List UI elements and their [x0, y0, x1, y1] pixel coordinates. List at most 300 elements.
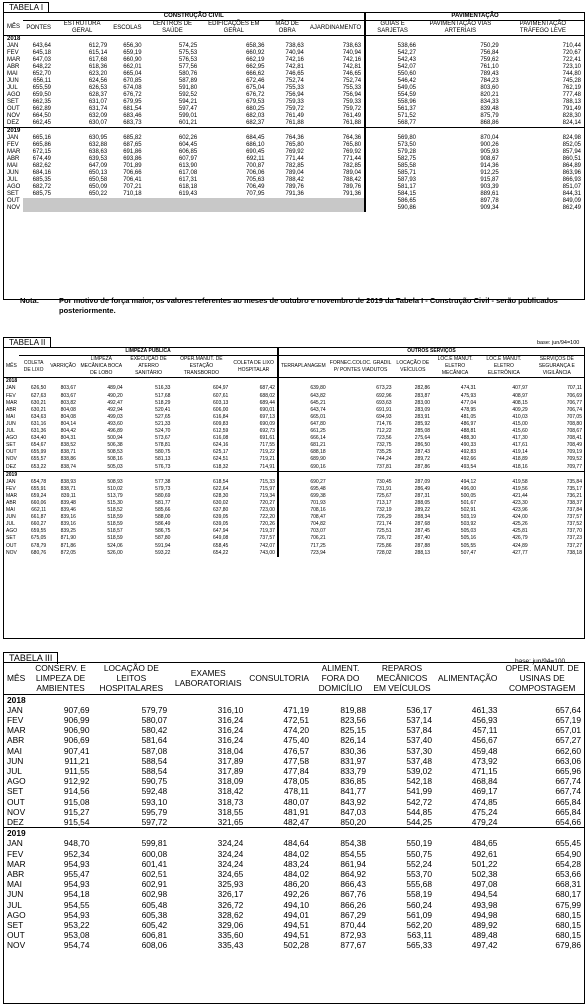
value-cell: 683,46	[123, 113, 142, 119]
value-cell: 700,87	[246, 163, 265, 169]
value-cell: 911,55	[64, 766, 90, 777]
month-cell: FEV	[6, 392, 16, 399]
table-row	[4, 149, 584, 156]
table-row	[4, 849, 584, 859]
value-cell: 915,27	[63, 806, 90, 817]
value-cell: 604,97	[213, 385, 229, 392]
value-cell: 703,07	[278, 528, 328, 535]
value-cell: 604,45	[178, 142, 198, 148]
month-cell: SET	[7, 191, 19, 197]
value-cell: 627,63	[30, 392, 47, 399]
value-cell: 709,52	[566, 456, 582, 463]
value-cell: 492,47	[107, 399, 123, 406]
value-cell: 419,56	[512, 485, 528, 492]
table-row	[4, 521, 584, 528]
value-cell: 745,28	[562, 78, 581, 84]
month-cell: ABR	[7, 735, 25, 746]
value-cell: 907,41	[63, 745, 90, 756]
value-cell: 550,75	[406, 848, 432, 859]
spacer-cell	[200, 36, 267, 44]
value-cell: 955,47	[63, 869, 90, 880]
value-cell: 639,05	[213, 521, 229, 528]
value-cell	[307, 205, 365, 212]
value-cell: 771,44	[342, 156, 362, 162]
value-cell	[200, 205, 267, 212]
table-1	[3, 12, 585, 300]
value-cell: 680,76	[30, 549, 47, 556]
value-cell: 672,46	[246, 78, 265, 84]
value-cell: 693,86	[123, 156, 142, 162]
value-cell: 691,86	[123, 149, 142, 155]
value-cell: 510,02	[107, 485, 123, 492]
value-cell: 868,86	[480, 120, 499, 126]
spacer-cell	[29, 694, 93, 705]
value-cell: 746,65	[285, 71, 304, 77]
value-cell: 645,18	[32, 50, 52, 56]
value-cell: 616,84	[213, 413, 229, 420]
spacer-cell	[278, 471, 328, 479]
value-cell: 687,42	[259, 385, 275, 392]
value-cell: 561,37	[365, 106, 419, 113]
value-cell: 602,98	[141, 889, 168, 900]
value-cell: 706,74	[566, 406, 582, 413]
month-cell: OUT	[6, 542, 17, 549]
value-cell: 825,15	[340, 725, 366, 736]
value-cell: 839,16	[60, 521, 76, 528]
table-row	[4, 797, 584, 807]
table-row	[4, 493, 584, 500]
value-cell: 586,49	[155, 521, 171, 528]
month-cell: NOV	[6, 456, 17, 463]
table-row	[4, 910, 584, 920]
value-cell: 689,90	[278, 456, 328, 463]
spacer-cell	[278, 378, 328, 386]
value-cell: 581,64	[141, 735, 168, 746]
value-cell: 877,67	[340, 940, 366, 951]
value-cell: 681,54	[123, 106, 142, 112]
value-cell: 689,44	[259, 399, 275, 406]
value-cell: 742,16	[342, 57, 362, 63]
month-cell: FEV	[7, 848, 24, 859]
month-cell: JUN	[7, 755, 24, 766]
value-cell: 484,65	[471, 838, 498, 849]
month-cell: ABR	[7, 869, 25, 880]
column-header: CENTROS DE SAÚDE	[145, 21, 201, 36]
month-cell: MAR	[7, 858, 26, 869]
value-cell: 326,72	[217, 899, 244, 910]
value-cell: 680,25	[246, 106, 265, 112]
spacer-cell	[48, 378, 78, 386]
value-cell: 577,56	[178, 64, 198, 70]
value-cell: 658,45	[213, 542, 229, 549]
column-header: OPER. MANUT. DE USINAS DE COMPOSTAGEM	[500, 663, 584, 694]
year-row	[4, 694, 584, 705]
value-cell: 624,56	[88, 78, 108, 84]
value-cell: 850,20	[340, 817, 366, 828]
value-cell: 834,33	[480, 99, 499, 105]
month-cell: JUL	[7, 899, 22, 910]
value-cell: 717,55	[259, 442, 275, 449]
value-cell: 721,74	[376, 521, 392, 528]
table-row	[4, 205, 584, 212]
spacer-cell	[419, 128, 502, 136]
table-row	[4, 479, 584, 486]
value-cell: 588,54	[141, 755, 168, 766]
value-cell: 782,85	[342, 163, 362, 169]
value-cell: 709,19	[566, 449, 582, 456]
month-cell: JUL	[6, 521, 15, 528]
value-cell: 661,87	[30, 514, 47, 521]
value-cell: 484,02	[283, 869, 310, 880]
group-construcao-civil: CONSTRUÇÃO CIVIL	[23, 13, 365, 21]
month-cell: AGO	[6, 528, 18, 535]
spacer-cell	[19, 471, 48, 479]
column-header: MÊS	[4, 663, 29, 694]
value-cell: 742,81	[342, 64, 362, 70]
value-cell: 494,12	[460, 478, 477, 485]
month-cell: MAR	[7, 725, 26, 736]
value-cell: 866,26	[340, 899, 366, 910]
value-cell: 654,22	[213, 549, 229, 556]
value-cell: 494,51	[283, 930, 310, 941]
value-cell: 516,33	[155, 385, 171, 392]
table-row	[4, 786, 584, 796]
value-cell: 481,91	[283, 806, 310, 817]
value-cell: 483,24	[283, 858, 310, 869]
value-cell: 494,54	[471, 889, 498, 900]
value-cell: 906,90	[63, 725, 90, 736]
value-cell: 631,36	[30, 428, 47, 435]
value-cell: 599,81	[141, 838, 168, 849]
value-cell: 597,72	[141, 817, 168, 828]
table-row	[4, 940, 584, 950]
table-row	[4, 191, 584, 198]
table-row	[4, 715, 584, 725]
value-cell: 637,80	[213, 507, 229, 514]
month-cell: MAI	[6, 507, 15, 514]
value-cell: 576,73	[155, 463, 171, 470]
value-cell: 761,49	[342, 113, 362, 119]
value-cell: 618,54	[213, 478, 229, 485]
value-cell: 324,24	[217, 848, 244, 859]
value-cell: 492,26	[283, 889, 310, 900]
value-cell: 681,21	[278, 442, 328, 449]
value-cell: 647,94	[213, 528, 229, 535]
value-cell: 473,92	[471, 755, 498, 766]
value-cell: 335,60	[217, 930, 244, 941]
value-cell: 287,86	[414, 463, 431, 470]
value-cell: 574,25	[178, 43, 198, 49]
value-cell: 585,58	[365, 163, 419, 170]
column-header: GUIAS E SARJETAS	[365, 21, 419, 36]
value-cell: 490,20	[107, 392, 123, 399]
value-cell: 622,64	[213, 485, 229, 492]
table-row	[4, 421, 584, 428]
value-cell: 690,16	[278, 464, 328, 472]
value-cell: 756,94	[285, 92, 304, 98]
value-cell: 612,79	[88, 43, 108, 49]
column-header: PAVIMENTAÇÃO VIAS ARTERIAIS	[419, 21, 502, 36]
value-cell: 839,11	[61, 492, 76, 499]
value-cell: 717,25	[278, 543, 328, 550]
value-cell: 537,40	[406, 735, 432, 746]
value-cell: 565,33	[406, 940, 432, 951]
value-cell: 283,00	[414, 399, 431, 406]
value-cell: 630,21	[30, 406, 47, 413]
value-cell: 838,74	[60, 463, 76, 470]
value-cell: 662,01	[123, 64, 142, 70]
value-cell: 555,68	[406, 879, 432, 890]
spacer-cell	[394, 471, 433, 479]
value-cell: 626,50	[30, 385, 47, 392]
value-cell: 872,93	[340, 930, 366, 941]
value-cell: 756,94	[342, 92, 362, 98]
table-1-title: TABELA I	[3, 2, 49, 13]
value-cell: 723,56	[376, 435, 392, 442]
value-cell: 471,19	[283, 704, 310, 715]
value-cell: 546,42	[365, 78, 419, 85]
value-cell	[267, 205, 306, 212]
value-cell: 662,95	[246, 64, 265, 70]
value-cell: 492,94	[107, 406, 123, 413]
spacer-cell	[93, 694, 171, 705]
table-row	[4, 550, 584, 557]
table-row	[4, 859, 584, 869]
value-cell: 537,30	[406, 745, 432, 756]
spacer-cell	[394, 378, 433, 386]
value-cell: 593,22	[155, 549, 171, 556]
value-cell: 618,36	[88, 64, 108, 70]
value-cell: 602,26	[178, 135, 198, 141]
table-row	[4, 99, 584, 106]
value-cell: 654,28	[555, 858, 581, 869]
value-cell: 287,31	[414, 492, 431, 499]
month-cell: MAI	[7, 163, 18, 169]
table-row	[4, 43, 584, 50]
value-cell: 538,66	[365, 43, 419, 50]
value-cell: 286,50	[414, 442, 431, 449]
value-cell: 537,14	[406, 715, 432, 726]
table-row	[4, 766, 584, 776]
value-cell: 609,83	[213, 420, 229, 427]
value-cell: 601,21	[178, 120, 198, 126]
value-cell: 578,81	[155, 442, 171, 449]
value-cell: 624,16	[213, 442, 229, 449]
value-cell: 287,43	[414, 449, 431, 456]
value-cell: 866,43	[340, 879, 366, 890]
value-cell: 650,09	[88, 184, 108, 190]
spacer-cell	[502, 128, 584, 136]
value-cell: 761,10	[480, 64, 499, 70]
value-cell: 520,41	[155, 406, 171, 413]
value-cell: 286,49	[414, 485, 431, 492]
month-cell: OUT	[7, 796, 25, 807]
month-cell: JAN	[7, 135, 19, 141]
value-cell: 472,51	[283, 715, 310, 726]
value-cell: 804,08	[60, 406, 76, 413]
value-cell: 742,81	[285, 64, 304, 70]
value-cell: 639,80	[278, 385, 328, 392]
value-cell: 569,80	[365, 135, 419, 142]
table-row	[4, 746, 584, 756]
month-cell: MAR	[7, 149, 21, 155]
value-cell: 870,04	[480, 135, 499, 141]
value-cell: 691,61	[259, 435, 275, 442]
value-cell: 288,05	[414, 499, 431, 506]
value-cell: 587,93	[365, 177, 419, 184]
month-cell: MAI	[6, 413, 15, 420]
table-row	[4, 507, 584, 514]
value-cell: 526,00	[107, 549, 123, 556]
value-cell: 584,15	[365, 191, 419, 198]
value-cell: 588,54	[141, 766, 168, 777]
column-header: REPAROS MECÂNICOS EM VEÍCULOS	[369, 663, 435, 694]
value-cell: 502,38	[471, 869, 498, 880]
value-cell: 634,63	[30, 413, 47, 420]
value-cell: 484,02	[283, 848, 310, 859]
value-cell: 506,38	[107, 442, 123, 449]
table-2	[3, 347, 585, 639]
value-cell: 803,67	[60, 385, 76, 392]
spacer-cell	[369, 828, 435, 839]
value-cell: 492,83	[460, 449, 477, 456]
value-cell: 489,48	[471, 930, 498, 941]
value-cell: 492,66	[460, 456, 477, 463]
value-cell: 316,10	[217, 704, 244, 715]
value-cell: 544,25	[406, 817, 432, 828]
value-cell: 283,87	[414, 392, 431, 399]
value-cell: 706,69	[566, 392, 582, 399]
value-cell: 618,18	[178, 184, 198, 190]
value-cell: 500,05	[460, 492, 477, 499]
value-cell: 537,84	[406, 725, 432, 736]
value-cell: 518,52	[107, 507, 123, 514]
table-row	[4, 64, 584, 71]
value-cell: 867,76	[340, 889, 366, 900]
value-cell: 693,63	[376, 399, 392, 406]
value-cell: 563,11	[406, 930, 432, 941]
value-cell: 708,80	[566, 420, 582, 427]
value-cell: 494,51	[283, 920, 310, 931]
value-cell: 638,63	[88, 149, 108, 155]
month-cell: DEZ	[6, 463, 16, 470]
table-row	[4, 71, 584, 78]
spacer-cell	[172, 378, 230, 386]
value-cell: 586,75	[155, 528, 171, 535]
value-cell: 579,73	[155, 485, 171, 492]
value-cell: 494,98	[471, 909, 498, 920]
column-header: ESTRUTURA GERAL	[54, 21, 110, 36]
value-cell: 588,00	[155, 514, 171, 521]
month-cell: JUL	[7, 766, 22, 777]
value-cell: 789,76	[285, 184, 304, 190]
month-cell: AGO	[7, 776, 26, 787]
value-cell: 657,64	[555, 704, 581, 715]
value-cell: 667,74	[555, 786, 581, 797]
value-cell: 675,05	[30, 535, 47, 542]
table-row	[4, 776, 584, 786]
value-cell: 630,21	[30, 399, 47, 406]
value-cell: 500,94	[107, 435, 123, 442]
value-cell: 674,49	[32, 156, 52, 162]
value-cell	[200, 198, 267, 205]
value-cell: 705,63	[246, 177, 265, 183]
value-cell: 518,59	[107, 535, 123, 542]
value-cell: 915,54	[63, 817, 90, 828]
table-row	[4, 414, 584, 421]
value-cell: 317,89	[217, 755, 244, 766]
value-cell: 804,08	[60, 413, 76, 420]
value-cell: 791,36	[342, 191, 362, 197]
value-cell: 737,81	[376, 463, 392, 470]
value-cell: 623,20	[88, 71, 108, 77]
spacer-cell	[365, 128, 419, 136]
spacer-cell	[246, 694, 312, 705]
value-cell: 634,40	[30, 435, 47, 442]
table-row	[4, 50, 584, 57]
value-cell: 861,94	[340, 858, 366, 869]
value-cell: 643,74	[278, 407, 328, 414]
value-cell: 765,80	[342, 142, 362, 148]
value-cell: 659,24	[30, 492, 47, 499]
value-cell: 655,45	[555, 838, 581, 849]
value-cell: 582,75	[365, 156, 419, 163]
table-row	[4, 456, 584, 463]
value-cell: 725,51	[376, 528, 392, 535]
value-cell: 490,33	[460, 442, 477, 449]
table-row	[4, 385, 584, 392]
value-cell: 762,19	[562, 85, 581, 91]
value-cell: 710,18	[123, 191, 142, 197]
value-cell: 518,29	[155, 399, 171, 406]
month-cell: MAR	[6, 399, 18, 406]
value-cell: 587,08	[141, 745, 168, 756]
table-row	[4, 442, 584, 449]
value-cell: 581,77	[155, 499, 171, 506]
value-cell: 707,11	[567, 385, 582, 392]
value-cell: 662,35	[32, 99, 52, 105]
value-cell: 616,08	[213, 435, 229, 442]
month-cell: JUL	[6, 428, 15, 435]
value-cell: 789,43	[480, 71, 499, 77]
value-cell: 836,85	[340, 776, 366, 787]
month-cell: OUT	[7, 106, 20, 112]
value-cell: 688,18	[278, 449, 328, 456]
spacer-cell	[200, 128, 267, 136]
month-cell: OUT	[7, 930, 25, 941]
value-cell: 740,94	[285, 50, 304, 56]
value-cell: 691,91	[376, 406, 392, 413]
value-cell: 481,05	[460, 413, 477, 420]
value-cell: 804,42	[60, 428, 76, 435]
table-3-title: TABELA III	[3, 652, 58, 664]
value-cell: 839,25	[60, 528, 76, 535]
month-cell: JUN	[7, 170, 19, 176]
value-cell: 666,62	[246, 71, 265, 77]
value-cell: 475,93	[460, 392, 477, 399]
column-header: ALIMENTAÇÃO	[435, 663, 500, 694]
value-cell: 542,43	[365, 57, 419, 64]
value-cell: 843,92	[340, 796, 366, 807]
value-cell: 909,34	[480, 205, 499, 211]
value-cell: 612,59	[213, 428, 229, 435]
value-cell: 713,17	[376, 499, 392, 506]
value-cell: 692,73	[259, 428, 275, 435]
value-cell: 771,44	[285, 156, 304, 162]
month-cell: NOV	[7, 205, 21, 211]
value-cell: 285,92	[414, 420, 431, 427]
value-cell: 324,24	[217, 858, 244, 869]
